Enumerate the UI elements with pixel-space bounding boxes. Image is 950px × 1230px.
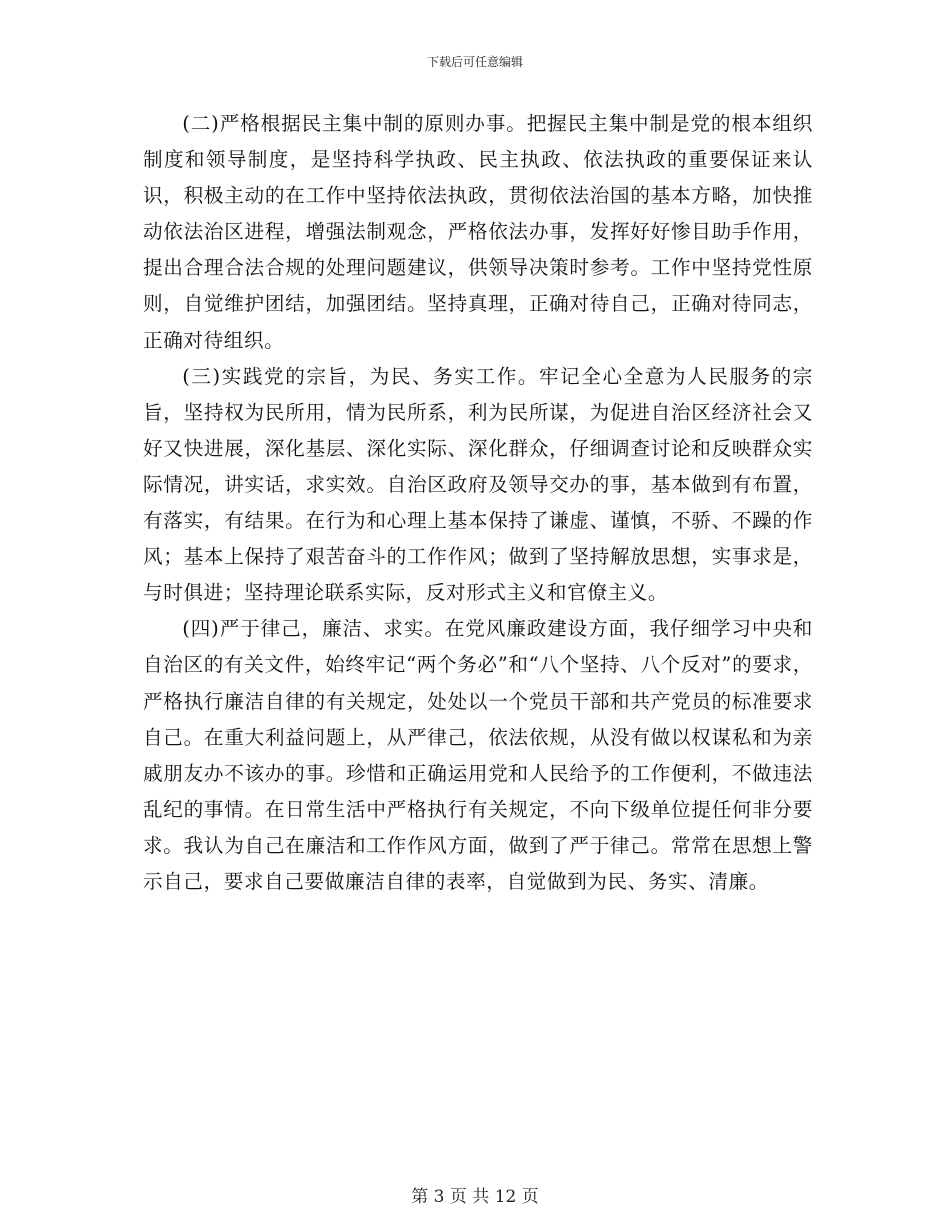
paragraph-section-2: (二)严格根据民主集中制的原则办事。把握民主集中制是党的根本组织制度和领导制度，是坚持科学执政、民主执政、依法执政的重要保证来认识，积极主动的在工作中坚持依法执政，贯彻依法治国的基本方略，加快推动依法治区进程，增强法制观念，严格依法办事，发挥好好惨目助手作用，提出合理合法合规的处理问题建议，供领导决策时参考。工作中坚持党性原则，自觉维护团结，加强团结。坚持真理，正确对待自己，正确对待同志，正确对待组织。 <box>143 112 813 352</box>
paragraph-section-3: (三)实践党的宗旨，为民、务实工作。牢记全心全意为人民服务的宗旨，坚持权为民所用，情为民所系，利为民所谋，为促进自治区经济社会又好又快进展，深化基层、深化实际、深化群众，仔细调查讨论和反映群众实际情况，讲实话，求实效。自治区政府及领导交办的事，基本做到有布置，有落实，有结果。在行为和心理上基本保持了谦虚、谨慎，不骄、不躁的作风；基本上保持了艰苦奋斗的工作作风；做到了坚持解放思想，实事求是，与时俱进；坚持理论联系实际，反对形式主义和官僚主义。 <box>143 364 813 605</box>
document-body <box>143 106 813 900</box>
page-header: 下载后可任意编辑 <box>426 55 523 69</box>
paragraph-section-4: (四)严于律己，廉洁、求实。在党风廉政建设方面，我仔细学习中央和自治区的有关文件，始终牢记“两个务必”和“八个坚持、八个反对”的要求，严格执行廉洁自律的有关规定，处处以一个党员干部和共产党员的标准要求自己。在重大利益问题上，从严律己，依法依规，从没有做以权谋私和为亲戚朋友办不该办的事。珍惜和正确运用党和人民给予的工作便利，不做违法乱纪的事情。在日常生活中严格执行有关规定，不向下级单位提任何非分要求。我认为自己在廉洁和工作作风方面，做到了严于律己。常常在思想上警示自己，要求自己要做廉洁自律的表率，自觉做到为民、务实、清廉。 <box>143 617 813 893</box>
page-number-footer: 第 3 页 共 12 页 <box>411 1187 539 1207</box>
